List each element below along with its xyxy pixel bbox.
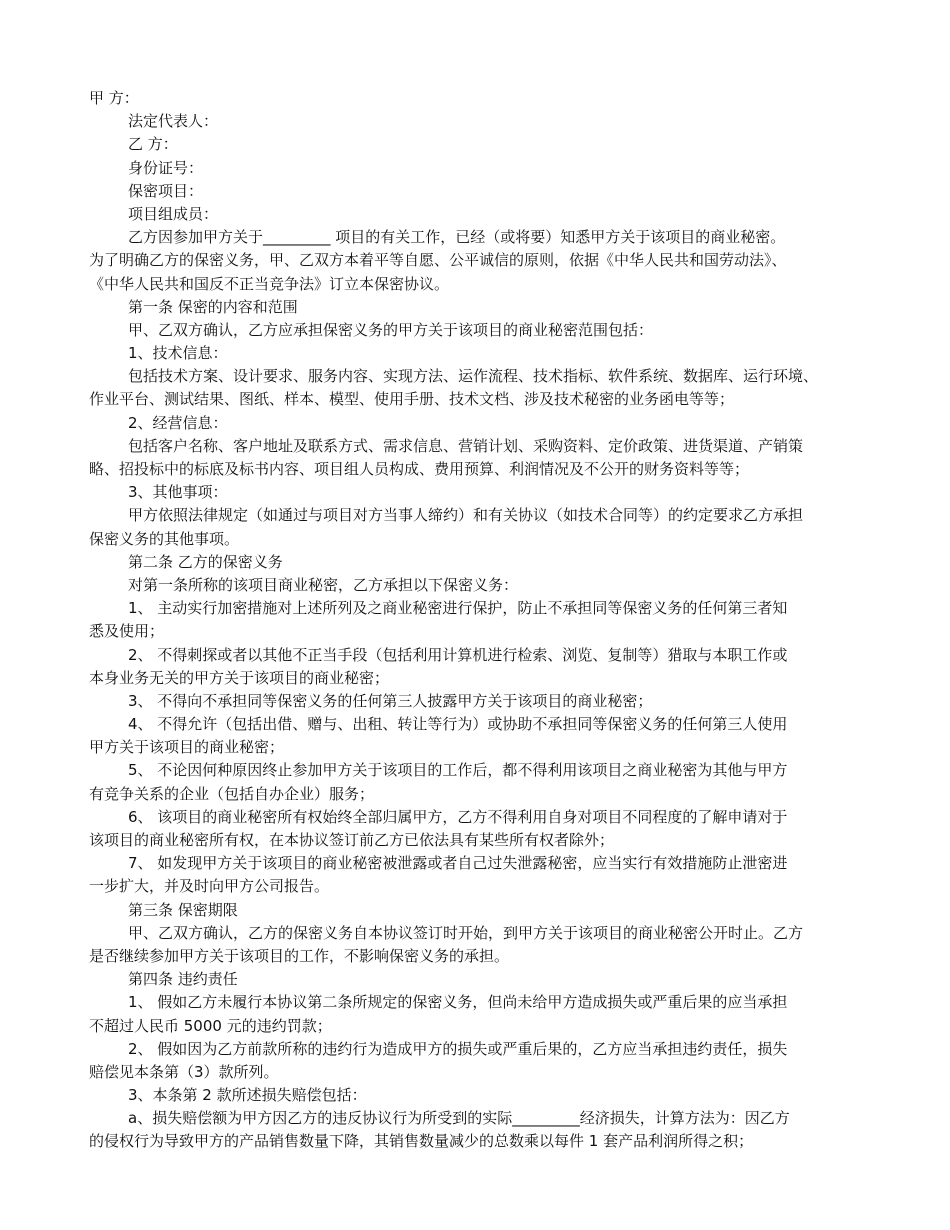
text-line: 1、技术信息： bbox=[128, 344, 228, 363]
text-line: 5、 不论因何种原因终止参加甲方关于该项目的工作后，都不得利用该项目之商业秘密为其他与甲方 bbox=[128, 761, 788, 780]
text-line: 乙 方： bbox=[128, 135, 178, 154]
text-line: 第三条 保密期限 bbox=[128, 900, 238, 919]
text-line: 第一条 保密的内容和范围 bbox=[128, 297, 298, 316]
text-line: 1、 主动实行加密措施对上述所列及之商业秘密进行保护，防止不承担同等保密义务的任何第三者知 bbox=[128, 599, 788, 618]
text-line: 甲、乙双方确认，乙方应承担保密义务的甲方关于该项目的商业秘密范围包括： bbox=[128, 320, 654, 339]
text-line: 3、本条第 2 款所述损失赔偿包括： bbox=[128, 1086, 367, 1105]
text-line: 有竞争关系的企业（包括自办企业）服务； bbox=[89, 784, 375, 803]
text-line: 甲方关于该项目的商业秘密； bbox=[89, 738, 285, 757]
text-line: a、损失赔偿额为甲方因乙方的违反协议行为所受到的实际_________经济损失，计算方法为：因乙方 bbox=[128, 1109, 790, 1128]
text-line: 7、 如发现甲方关于该项目的商业秘密被泄露或者自己过失泄露秘密，应当实行有效措施防止泄密进 bbox=[128, 854, 788, 873]
text-line: 《中华人民共和国反不正当竞争法》订立本保密协议。 bbox=[89, 274, 450, 293]
text-line: 包括客户名称、客户地址及联系方式、需求信息、营销计划、采购资料、定价政策、进货渠道、产销策 bbox=[128, 436, 804, 455]
text-line: 乙方因参加甲方关于_________ 项目的有关工作，已经（或将要）知悉甲方关于该项目的商业秘密。 bbox=[128, 228, 786, 247]
text-line: 保密项目： bbox=[128, 181, 204, 200]
text-line: 对第一条所称的该项目商业秘密，乙方承担以下保密义务： bbox=[128, 575, 519, 594]
text-line: 3、 不得向不承担同等保密义务的任何第三人披露甲方关于该项目的商业秘密； bbox=[128, 691, 653, 710]
text-line: 为了明确乙方的保密义务，甲、乙双方本着平等自愿、公平诚信的原则，依据《中华人民共和国劳动法》、 bbox=[89, 251, 787, 270]
text-line: 赔偿见本条第（3）款所列。 bbox=[89, 1062, 279, 1081]
text-line: 一步扩大，并及时向甲方公司报告。 bbox=[89, 877, 330, 896]
text-line: 3、其他事项： bbox=[128, 483, 228, 502]
text-line: 2、 不得刺探或者以其他不正当手段（包括利用计算机进行检索、浏览、复制等）猎取与本职工作或 bbox=[128, 645, 788, 664]
text-line: 甲、乙双方确认，乙方的保密义务自本协议签订时开始，到甲方关于该项目的商业秘密公开时止。乙方 bbox=[128, 923, 804, 942]
text-line: 该项目的商业秘密所有权，在本协议签订前乙方已依法具有某些所有权者除外； bbox=[89, 831, 615, 849]
text-line: 2、 假如因为乙方前款所称的违约行为造成甲方的损失或严重后果的，乙方应当承担违约责任，损失 bbox=[128, 1039, 788, 1058]
text-line: 保密义务的其他事项。 bbox=[89, 529, 240, 548]
text-line: 包括技术方案、设计要求、服务内容、实现方法、运作流程、技术指标、软件系统、数据库、运行环境、 bbox=[128, 367, 819, 386]
text-line: 1、 假如乙方未履行本协议第二条所规定的保密义务，但尚未给甲方造成损失或严重后果的应当承担 bbox=[128, 993, 788, 1012]
text-line: 略、招投标中的标底及标书内容、项目组人员构成、费用预算、利润情况及不公开的财务资料等等； bbox=[89, 460, 750, 478]
text-line: 法定代表人： bbox=[128, 112, 219, 131]
text-line: 是否继续参加甲方关于该项目的工作，不影响保密义务的承担。 bbox=[89, 946, 510, 965]
text-line: 第四条 违约责任 bbox=[128, 970, 238, 989]
text-line: 甲方依照法律规定（如通过与项目对方当事人缔约）和有关协议（如技术合同等）的约定要求乙方承担 bbox=[128, 506, 804, 525]
text-line: 本身业务无关的甲方关于该项目的商业秘密； bbox=[89, 668, 390, 687]
text-line: 甲 方： bbox=[89, 89, 139, 107]
text-line: 悉及使用； bbox=[89, 622, 165, 641]
text-line: 项目组成员： bbox=[128, 204, 219, 223]
agreement-body bbox=[89, 87, 880, 1154]
text-line: 作业平台、测试结果、图纸、样本、模型、使用手册、技术文档、涉及技术秘密的业务函电等等； bbox=[89, 390, 735, 409]
text-line: 6、 该项目的商业秘密所有权始终全部归属甲方，乙方不得利用自身对项目不同程度的了解申请对于 bbox=[128, 807, 788, 826]
text-line: 身份证号： bbox=[128, 158, 204, 177]
text-line: 第二条 乙方的保密义务 bbox=[128, 552, 283, 571]
text-line: 2、经营信息： bbox=[128, 413, 228, 432]
text-line: 的侵权行为导致甲方的产品销售数量下降，其销售数量减少的总数乘以每件 1 套产品利润所得之积； bbox=[89, 1132, 754, 1151]
text-line: 不超过人民币 5000 元的违约罚款； bbox=[89, 1016, 332, 1035]
text-line: 4、 不得允许（包括出借、赠与、出租、转让等行为）或协助不承担同等保密义务的任何第三人使用 bbox=[128, 715, 788, 734]
